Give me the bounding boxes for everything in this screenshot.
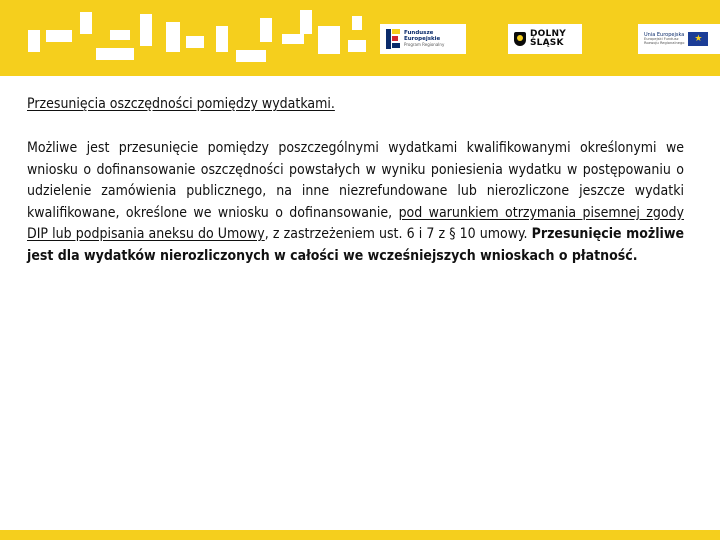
decorative-shape: [348, 40, 366, 52]
slide-content: [27, 96, 684, 268]
fundusze-europejskie-logo: [380, 24, 466, 54]
body-paragraph: [27, 138, 684, 268]
decorative-shape: [186, 36, 204, 48]
ue-logo-line3: Rozwoju Regionalnego: [644, 40, 685, 45]
decorative-shape: [318, 26, 340, 54]
eu-flag-icon: [688, 32, 708, 46]
decorative-shape: [46, 30, 72, 42]
decorative-shape: [110, 30, 130, 40]
decorative-shape: [216, 26, 228, 52]
decorative-shape: [80, 12, 92, 34]
ds-logo-line1: DOLNY: [530, 29, 566, 39]
dolny-slask-logo: [508, 24, 582, 54]
fe-logo-line3: Program Regionalny: [404, 42, 445, 47]
ue-logo-line1: Unia Europejska: [644, 31, 685, 38]
decorative-shape: [282, 34, 304, 44]
fe-logo-line1: Fundusze: [404, 30, 434, 36]
ue-logo-line2: Europejski Fundusz: [644, 36, 679, 41]
ds-logo-line2: ŚLĄSK: [530, 38, 564, 48]
decorative-shape: [166, 22, 180, 52]
decorative-shape: [140, 14, 152, 46]
unia-europejska-logo: [638, 24, 720, 54]
eagle-crest-icon: [514, 32, 526, 46]
paragraph-text: Możliwe jest przesunięcie pomiędzy poszczególnymi wydatkami kwalifikowanymi określonymi we wniosku o dofinansowanie oszczędności powstałych w wyniku poniesienia wydatku w postępowaniu o udzielenie zamówienia publicznego, na inne niezrefundowane lub nierozliczone jeszcze wydatki kwalifikowane, określone we wniosku o dofinansowanie,: [27, 140, 684, 221]
footer-bar: [0, 530, 720, 540]
decorative-shape: [236, 50, 266, 62]
bold-emphasis: Przesunięcie możliwe jest dla wydatków nierozliczonych w całości we wcześniejszych wnioskach o płatność.: [27, 226, 684, 264]
header-banner: [0, 0, 720, 76]
section-heading: Przesunięcia oszczędności pomiędzy wydatkami.: [27, 96, 335, 112]
fe-logo-line2: Europejskie: [404, 35, 441, 42]
decorative-shape: [96, 48, 134, 60]
paragraph-text-continued: , z zastrzeżeniem ust. 6 i 7 z § 10 umowy.: [264, 226, 532, 243]
underlined-condition: pod warunkiem otrzymania pisemnej zgody DIP lub podpisania aneksu do Umowy: [27, 204, 685, 243]
decorative-shape: [28, 30, 40, 52]
decorative-shape: [300, 10, 312, 34]
decorative-shape: [352, 16, 362, 30]
decorative-shape: [260, 18, 272, 42]
fundusze-europejskie-icon: [386, 29, 400, 49]
